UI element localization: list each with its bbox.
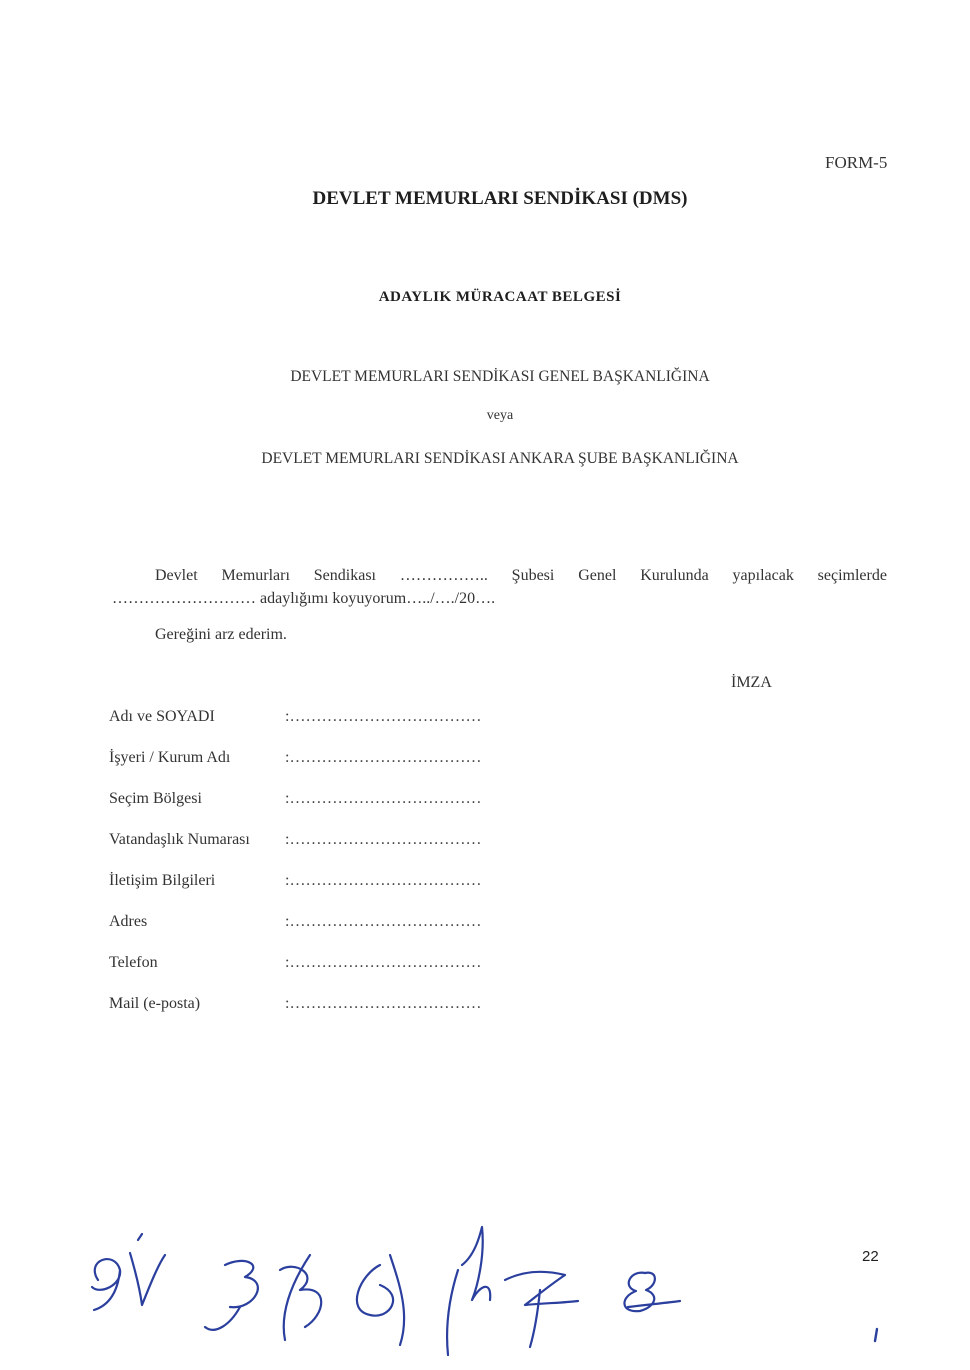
field-name [109, 708, 481, 749]
handwritten-signatures [80, 1215, 720, 1365]
signature-stroke [357, 1255, 404, 1345]
body-word: Kurulunda [640, 567, 709, 584]
field-value: :……………………………… [285, 708, 482, 725]
applicant-fields [109, 708, 481, 1036]
body-word: Memurları [221, 567, 290, 584]
field-value: :……………………………… [285, 913, 482, 930]
field-value: :……………………………… [285, 831, 482, 848]
field-value: :……………………………… [285, 749, 482, 766]
body-word: Devlet [155, 567, 198, 584]
conjunction-veya: veya [486, 408, 514, 423]
page-number: 22 [862, 1248, 879, 1265]
closing-text: Gereğini arz ederim. [155, 626, 287, 643]
field-email [109, 995, 481, 1036]
form-code: FORM-5 [825, 153, 888, 172]
field-phone [109, 954, 481, 995]
field-label: Vatandaşlık Numarası [109, 831, 250, 848]
field-label: Adres [109, 913, 148, 930]
field-election-region [109, 790, 481, 831]
body-line-2: ……………………… adaylığımı koyuyorum…../…./20…. [112, 590, 496, 607]
ink-mark [870, 1325, 884, 1347]
body-blank: …………….. [399, 567, 488, 584]
body-word: Sendikası [313, 567, 376, 584]
field-label: Telefon [109, 954, 158, 971]
field-address [109, 913, 481, 954]
signature-stroke [205, 1261, 258, 1330]
field-label: Seçim Bölgesi [109, 790, 202, 807]
signature-label: İMZA [731, 674, 772, 691]
ink-mark-stroke [875, 1329, 877, 1341]
addressee-general: DEVLET MEMURLARI SENDİKASI GENEL BAŞKANLIĞINA [290, 368, 710, 385]
field-workplace [109, 749, 481, 790]
signature-stroke [447, 1227, 490, 1355]
field-value: :……………………………… [285, 995, 482, 1012]
document-title: DEVLET MEMURLARI SENDİKASI (DMS) [312, 188, 688, 209]
field-contact [109, 872, 481, 913]
signature-stroke [624, 1273, 680, 1312]
field-label: İletişim Bilgileri [109, 872, 216, 889]
field-citizen-id [109, 831, 481, 872]
signature-stroke [280, 1255, 321, 1340]
field-label: İşyeri / Kurum Adı [109, 749, 231, 766]
body-word: seçimlerde [817, 567, 887, 584]
body-word: yapılacak [732, 567, 794, 584]
field-value: :……………………………… [285, 872, 482, 889]
signature-stroke [130, 1234, 165, 1305]
field-label: Adı ve SOYADI [109, 708, 215, 725]
addressee-ankara: DEVLET MEMURLARI SENDİKASI ANKARA ŞUBE BAŞKANLIĞINA [261, 450, 739, 467]
field-value: :……………………………… [285, 790, 482, 807]
signature-stroke [505, 1272, 578, 1347]
body-line-1 [155, 567, 887, 585]
document-subtitle: ADAYLIK MÜRACAAT BELGESİ [378, 289, 622, 305]
signature-stroke [92, 1259, 120, 1310]
body-word: Şubesi [511, 567, 555, 584]
field-label: Mail (e-posta) [109, 995, 201, 1012]
field-value: :……………………………… [285, 954, 482, 971]
body-word: Genel [578, 567, 617, 584]
